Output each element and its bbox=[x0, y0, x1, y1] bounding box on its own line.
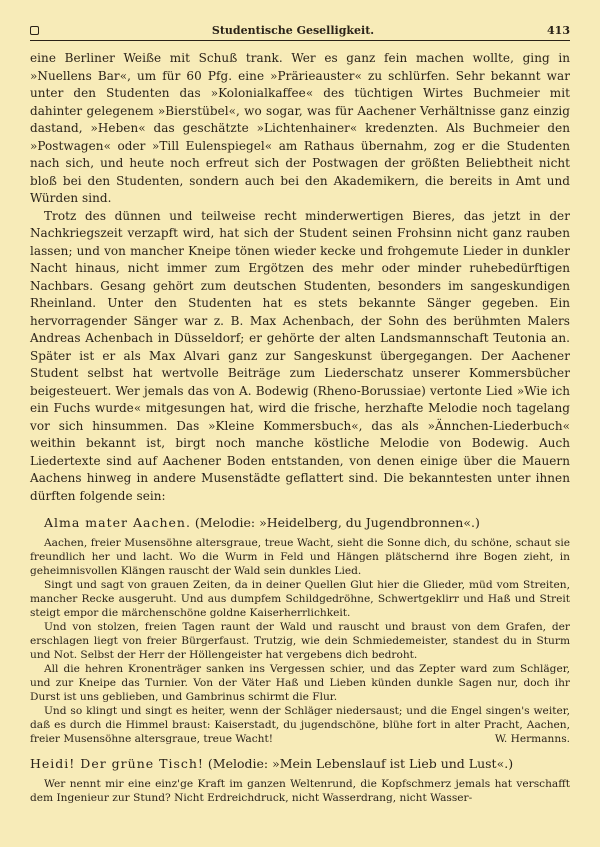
song-gruene-tisch bbox=[30, 756, 570, 805]
verse: Und von stolzen, freien Tagen raunt der Wald und rauscht und braust von dem Grafen, der erschlagen liegt von freier Bürgerfaust. Trutzig, wie dein Schmiedemeister, standest du in Sturm und Not. Selbst der Herr der Höllengeister hat vergebens dich bedroht. bbox=[30, 621, 570, 661]
song-author: W. Hermanns. bbox=[494, 733, 570, 745]
verse: Aachen, freier Musensöhne altersgraue, treue Wacht, sieht die Sonne dich, du schöne, schaut sie freundlich her und lacht. Wo die Wurm in Feld und Hängen plätschernd ihre Bogen zieht, in geheimnisvollen Klängen rauscht der Wald sein dunkles Lied. bbox=[30, 537, 570, 577]
song-title: Alma mater Aachen. bbox=[44, 515, 191, 530]
verse-text: Und so klingt und singt es heiter, wenn der Schläger niedersaust; und die Engel singen's weiter, daß es durch die Himmel braust: Kaiserstadt, du jugendschöne, blühe fort in alter Pracht, Aachen, freier Musensöhne altersgraue, treue Wacht! bbox=[30, 705, 570, 745]
paragraph-1: eine Berliner Weiße mit Schuß trank. Wer es ganz fein machen wollte, ging in »Nuellens Bar«, um für 60 Pfg. eine »Prärieauster« zu schlürfen. Sehr bekannt war unter den Studenten das »Kolonialkaffee« des tüchtigen Wirtes Buchmeier mit dahinter gelegenem »Bierstübel«, wo sogar, was für Aachener Verhältnisse ganz einzig dastand, »Heben« das geschätzte »Lichtenhainer« kredenzten. Als Buchmeier den »Postwagen« oder »Till Eulenspiegel« am Rathaus übernahm, zog er die Studenten nach sich, und heute noch erfreut sich der Postwagen der größten Beliebtheit nicht bloß bei den Studenten, sondern auch bei den Akademikern, die bereits in Amt und Würden sind. bbox=[30, 51, 570, 205]
song-heading bbox=[30, 515, 570, 531]
song-melody: (Melodie: »Heidelberg, du Jugendbronnen«.) bbox=[194, 515, 480, 530]
verse: Singt und sagt von grauen Zeiten, da in deiner Quellen Glut hier die Glieder, müd vom Streiten, mancher Recke ausgeruht. Und aus dumpfem Schildgedröhne, Schwertgeklirr und Haß und Streit steigt empor die märchenschöne goldne Kaiserherrlichkeit. bbox=[30, 579, 570, 619]
song-heading bbox=[30, 756, 570, 772]
ornament-square-icon bbox=[30, 26, 39, 35]
page-body bbox=[30, 50, 570, 805]
verse-last bbox=[30, 704, 570, 746]
paragraph-2: Trotz des dünnen und teilweise recht minderwertigen Bieres, das jetzt in der Nachkriegszeit verzapft wird, hat sich der Student seinen Frohsinn nicht ganz rauben lassen; und von mancher Kneipe tönen wieder kecke und frohgemute Lieder in dunkler Nacht hinaus, nicht immer zum Ergötzen des mehr oder minder ruhebedürftigen Nachbars. Gesang gehört zum deutschen Studenten, besonders im sangeskundigen Rheinland. Unter den Studenten hat es stets bekannte Sänger gegeben. Ein hervorragender Sänger war z. B. Max Achenbach, der Sohn des berühmten Malers Andreas Achenbach in Düsseldorf; er gehörte der alten Landsmannschaft Teutonia an. Später ist er als Max Alvari ganz zur Sangeskunst übergegangen. Der Aachener Student selbst hat wertvolle Beiträge zum Liederschatz unserer Kommersbücher beigesteuert. Wer jemals das von A. Bodewig (Rheno-Borussiae) vertonte Lied »Wie ich ein Fuchs wurde« mitgesungen hat, wird die frische, herzhafte Melodie noch tagelang vor sich hinsummen. Das »Kleine Kommersbuch«, das als »Ännchen-Liederbuch« weithin bekannt ist, birgt noch manche köstliche Melodie von Bodewig. Auch Liedertexte sind auf Aachener Boden entstanden, von denen einige über die Mauern Aachens hinweg in andere Musenstädte geflattert sind. Die bekanntesten unter ihnen dürften folgende sein: bbox=[30, 208, 570, 503]
page-header bbox=[30, 20, 570, 40]
page-number: 413 bbox=[547, 23, 570, 37]
header-rule bbox=[30, 40, 570, 41]
running-title: Studentische Geselligkeit. bbox=[211, 23, 375, 37]
song-title: Heidi! Der grüne Tisch! bbox=[30, 756, 204, 771]
verse: Wer nennt mir eine einz'ge Kraft im ganzen Weltenrund, die Kopfschmerz jemals hat verschafft dem Ingenieur zur Stund? Nicht Erdreichdruck, nicht Wasserdrang, nicht Wasser- bbox=[30, 778, 570, 804]
verse: All die hehren Kronenträger sanken ins Vergessen schier, und das Zepter ward zum Schläger, und zur Kneipe das Turnier. Von der Väter Haß und Lieben künden dunkle Sagen nur, doch ihr Durst ist uns geblieben, und Gambrinus schirmt die Flur. bbox=[30, 663, 570, 703]
song-melody: (Melodie: »Mein Lebenslauf ist Lieb und Lust«.) bbox=[207, 756, 514, 771]
song-alma-mater bbox=[30, 515, 570, 746]
